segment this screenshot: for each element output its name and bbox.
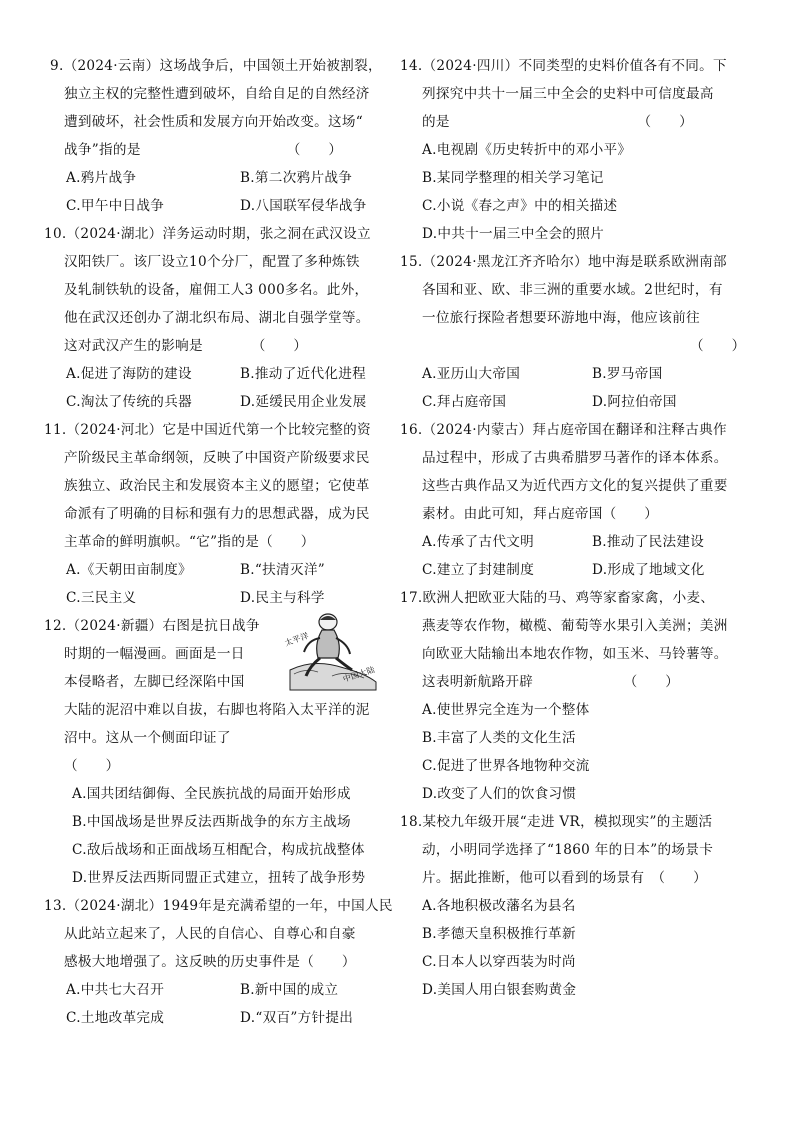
question-14 bbox=[400, 52, 752, 248]
stem-line: 动，小明同学选择了“1860 年的日本”的场景卡 bbox=[422, 842, 714, 858]
stem-line: 10.（2024·湖北）洋务运动时期，张之洞在武汉设立 bbox=[44, 226, 371, 242]
question-stem bbox=[400, 808, 752, 892]
question-stem bbox=[400, 52, 752, 136]
stem-line: 15.（2024·黑龙江齐齐哈尔）地中海是联系欧洲南部 bbox=[400, 254, 727, 270]
option-c[interactable]: C.土地改革完成 bbox=[66, 1010, 165, 1026]
option-a[interactable]: A.传承了古代文明 bbox=[422, 534, 534, 550]
question-stem bbox=[50, 52, 398, 164]
options bbox=[50, 556, 398, 612]
stem-line: 独立主权的完整性遭到破坏，自给自足的自然经济 bbox=[64, 86, 370, 102]
options bbox=[50, 164, 398, 220]
option-b[interactable]: B.“扶清灭洋” bbox=[240, 562, 325, 578]
stem-line: （ ） bbox=[690, 338, 746, 354]
option-d[interactable]: D.美国人用白银套购黄金 bbox=[422, 982, 577, 998]
question-15 bbox=[400, 248, 752, 416]
question-11 bbox=[44, 416, 398, 612]
stem-line: 素材。由此可知，拜占庭帝国（ ） bbox=[422, 506, 659, 522]
question-17 bbox=[400, 584, 752, 808]
options bbox=[400, 528, 752, 584]
option-b[interactable]: B.孝德天皇积极推行革新 bbox=[422, 926, 576, 942]
stem-line: 9.（2024·云南）这场战争后，中国领土开始被割裂， bbox=[50, 58, 382, 74]
stem-line: 燕麦等农作物，橄榄、葡萄等水果引入美洲；美洲 bbox=[422, 618, 728, 634]
options bbox=[400, 696, 752, 808]
option-d[interactable]: D.八国联军侵华战争 bbox=[240, 198, 367, 214]
stem-line: （ ） bbox=[64, 758, 120, 774]
option-a[interactable]: A.亚历山大帝国 bbox=[422, 366, 521, 382]
question-13 bbox=[44, 892, 398, 1032]
stem-line: 的是 （ ） bbox=[422, 114, 694, 130]
stem-line: 及轧制铁轨的设备，雇佣工人3 000多名。此外， bbox=[64, 282, 369, 298]
cartoon-label-china: 中国大陆 bbox=[341, 665, 377, 684]
question-stem bbox=[44, 416, 398, 556]
question-stem bbox=[44, 220, 398, 360]
cartoon-label-pacific: 太平洋 bbox=[284, 630, 311, 648]
stem-line: 主革命的鲜明旗帜。“它”指的是（ ） bbox=[64, 534, 315, 550]
option-d[interactable]: D.改变了人们的饮食习惯 bbox=[422, 786, 577, 802]
option-c[interactable]: C.三民主义 bbox=[66, 590, 137, 606]
option-c[interactable]: C.日本人以穿西装为时尚 bbox=[422, 954, 576, 970]
option-a[interactable]: A.使世界完全连为一个整体 bbox=[422, 702, 590, 718]
option-c[interactable]: C.小说《春之声》中的相关描述 bbox=[422, 198, 618, 214]
stem-line: 从此站立起来了，人民的自信心、自尊心和自豪 bbox=[64, 926, 356, 942]
stem-line: 11.（2024·河北）它是中国近代第一个比较完整的资 bbox=[44, 422, 371, 438]
option-d[interactable]: D.中共十一届三中全会的照片 bbox=[422, 226, 605, 242]
stem-line: 产阶级民主革命纲领，反映了中国资产阶级要求民 bbox=[64, 450, 370, 466]
option-b[interactable]: B.中国战场是世界反法西斯战争的东方主战场 bbox=[72, 814, 351, 830]
options bbox=[50, 976, 398, 1032]
stem-line: 14.（2024·四川）不同类型的史料价值各有不同。下 bbox=[400, 58, 727, 74]
option-a[interactable]: A.国共团结御侮、全民族抗战的局面开始形成 bbox=[72, 786, 351, 802]
stem-line: 本侵略者，左脚已经深陷中国 bbox=[64, 674, 245, 690]
option-a[interactable]: A.电视剧《历史转折中的邓小平》 bbox=[422, 142, 632, 158]
option-b[interactable]: B.推动了民法建设 bbox=[592, 534, 705, 550]
stem-line: 向欧亚大陆输出本地农作物，如玉米、马铃薯等。 bbox=[422, 646, 728, 662]
option-c[interactable]: C.敌后战场和正面战场互相配合，构成抗战整体 bbox=[72, 842, 365, 858]
stem-line: 这些古典作品又为近代西方文化的复兴提供了重要 bbox=[422, 478, 728, 494]
question-stem bbox=[400, 584, 752, 696]
option-d[interactable]: D.世界反法西斯同盟正式建立，扭转了战争形势 bbox=[72, 870, 366, 886]
option-a[interactable]: A.鸦片战争 bbox=[66, 170, 137, 186]
option-b[interactable]: B.推动了近代化进程 bbox=[240, 366, 367, 382]
stem-line: 列探究中共十一届三中全会的史料中可信度最高 bbox=[422, 86, 714, 102]
stem-line: 13.（2024·湖北）1949年是充满希望的一年，中国人民 bbox=[44, 898, 393, 914]
option-d[interactable]: D.延缓民用企业发展 bbox=[240, 394, 367, 410]
question-9 bbox=[50, 52, 398, 220]
options bbox=[400, 892, 752, 1004]
option-d[interactable]: D.民主与科学 bbox=[240, 590, 325, 606]
stem-line: 这对武汉产生的影响是 （ ） bbox=[64, 338, 308, 354]
option-a[interactable]: A.中共七大召开 bbox=[66, 982, 165, 998]
stem-line: 族独立、政治民主和发展资本主义的愿望；它使革 bbox=[64, 478, 370, 494]
stem-line: 时期的一幅漫画。画面是一日 bbox=[64, 646, 245, 662]
stem-line: 命派有了明确的目标和强有力的思想武器，成为民 bbox=[64, 506, 370, 522]
stem-line: 17.欧洲人把欧亚大陆的马、鸡等家畜家禽，小麦、 bbox=[400, 590, 715, 606]
option-a[interactable]: A.促进了海防的建设 bbox=[66, 366, 192, 382]
war-cartoon-image bbox=[284, 610, 380, 692]
option-b[interactable]: B.第二次鸦片战争 bbox=[240, 170, 353, 186]
stem-line: 大陆的泥沼中难以自拔，右脚也将陷入太平洋的泥 bbox=[64, 702, 370, 718]
option-d[interactable]: D.形成了地域文化 bbox=[592, 562, 705, 578]
option-d[interactable]: D.“双百”方针提出 bbox=[240, 1010, 354, 1026]
stem-line: 他在武汉还创办了湖北织布局、湖北自强学堂等。 bbox=[64, 310, 370, 326]
question-16 bbox=[400, 416, 752, 584]
stem-line: 感极大地增强了。这反映的历史事件是（ ） bbox=[64, 954, 356, 970]
option-b[interactable]: B.罗马帝国 bbox=[592, 366, 663, 382]
option-a[interactable]: A.各地积极改藩名为县名 bbox=[422, 898, 576, 914]
question-18 bbox=[400, 808, 752, 1004]
stem-line: 遭到破坏，社会性质和发展方向开始改变。这场“ bbox=[64, 114, 364, 130]
stem-line: 12.（2024·新疆）右图是抗日战争 bbox=[44, 618, 260, 634]
option-c[interactable]: C.促进了世界各地物种交流 bbox=[422, 758, 590, 774]
question-12 bbox=[44, 612, 398, 892]
option-b[interactable]: B.某同学整理的相关学习笔记 bbox=[422, 170, 604, 186]
option-b[interactable]: B.新中国的成立 bbox=[240, 982, 339, 998]
option-c[interactable]: C.甲午中日战争 bbox=[66, 198, 165, 214]
stem-line: 战争”指的是 （ ） bbox=[64, 142, 343, 158]
stem-line: 沼中。这从一个侧面印证了 bbox=[64, 730, 231, 746]
stem-line: 品过程中，形成了古典希腊罗马著作的译本体系。 bbox=[422, 450, 728, 466]
question-stem bbox=[400, 248, 752, 360]
stem-line: 各国和亚、欧、非三洲的重要水域。2世纪时，有 bbox=[422, 282, 723, 298]
options bbox=[400, 136, 752, 248]
stem-line: 16.（2024·内蒙古）拜占庭帝国在翻译和注释古典作 bbox=[400, 422, 727, 438]
option-c[interactable]: C.拜占庭帝国 bbox=[422, 394, 507, 410]
question-10 bbox=[44, 220, 398, 416]
options bbox=[400, 360, 752, 416]
option-b[interactable]: B.丰富了人类的文化生活 bbox=[422, 730, 576, 746]
option-c[interactable]: C.淘汰了传统的兵器 bbox=[66, 394, 192, 410]
option-c[interactable]: C.建立了封建制度 bbox=[422, 562, 535, 578]
option-d[interactable]: D.阿拉伯帝国 bbox=[592, 394, 677, 410]
question-stem bbox=[400, 416, 752, 528]
right-column bbox=[400, 52, 752, 1004]
stem-line: 片。据此推断，他可以看到的场景有 （ ） bbox=[422, 870, 707, 886]
options bbox=[50, 360, 398, 416]
question-stem bbox=[44, 892, 398, 976]
left-column bbox=[44, 52, 398, 1032]
options bbox=[50, 780, 398, 892]
option-a[interactable]: A.《天朝田亩制度》 bbox=[66, 562, 192, 578]
stem-line: 18.某校九年级开展“走进 VR，模拟现实”的主题活 bbox=[400, 814, 713, 830]
stem-line: 一位旅行探险者想要环游地中海，他应该前往 bbox=[422, 310, 700, 326]
stem-line: 汉阳铁厂。该厂设立10个分厂，配置了多种炼铁 bbox=[64, 254, 360, 270]
stem-line: 这表明新航路开辟 （ ） bbox=[422, 674, 680, 690]
